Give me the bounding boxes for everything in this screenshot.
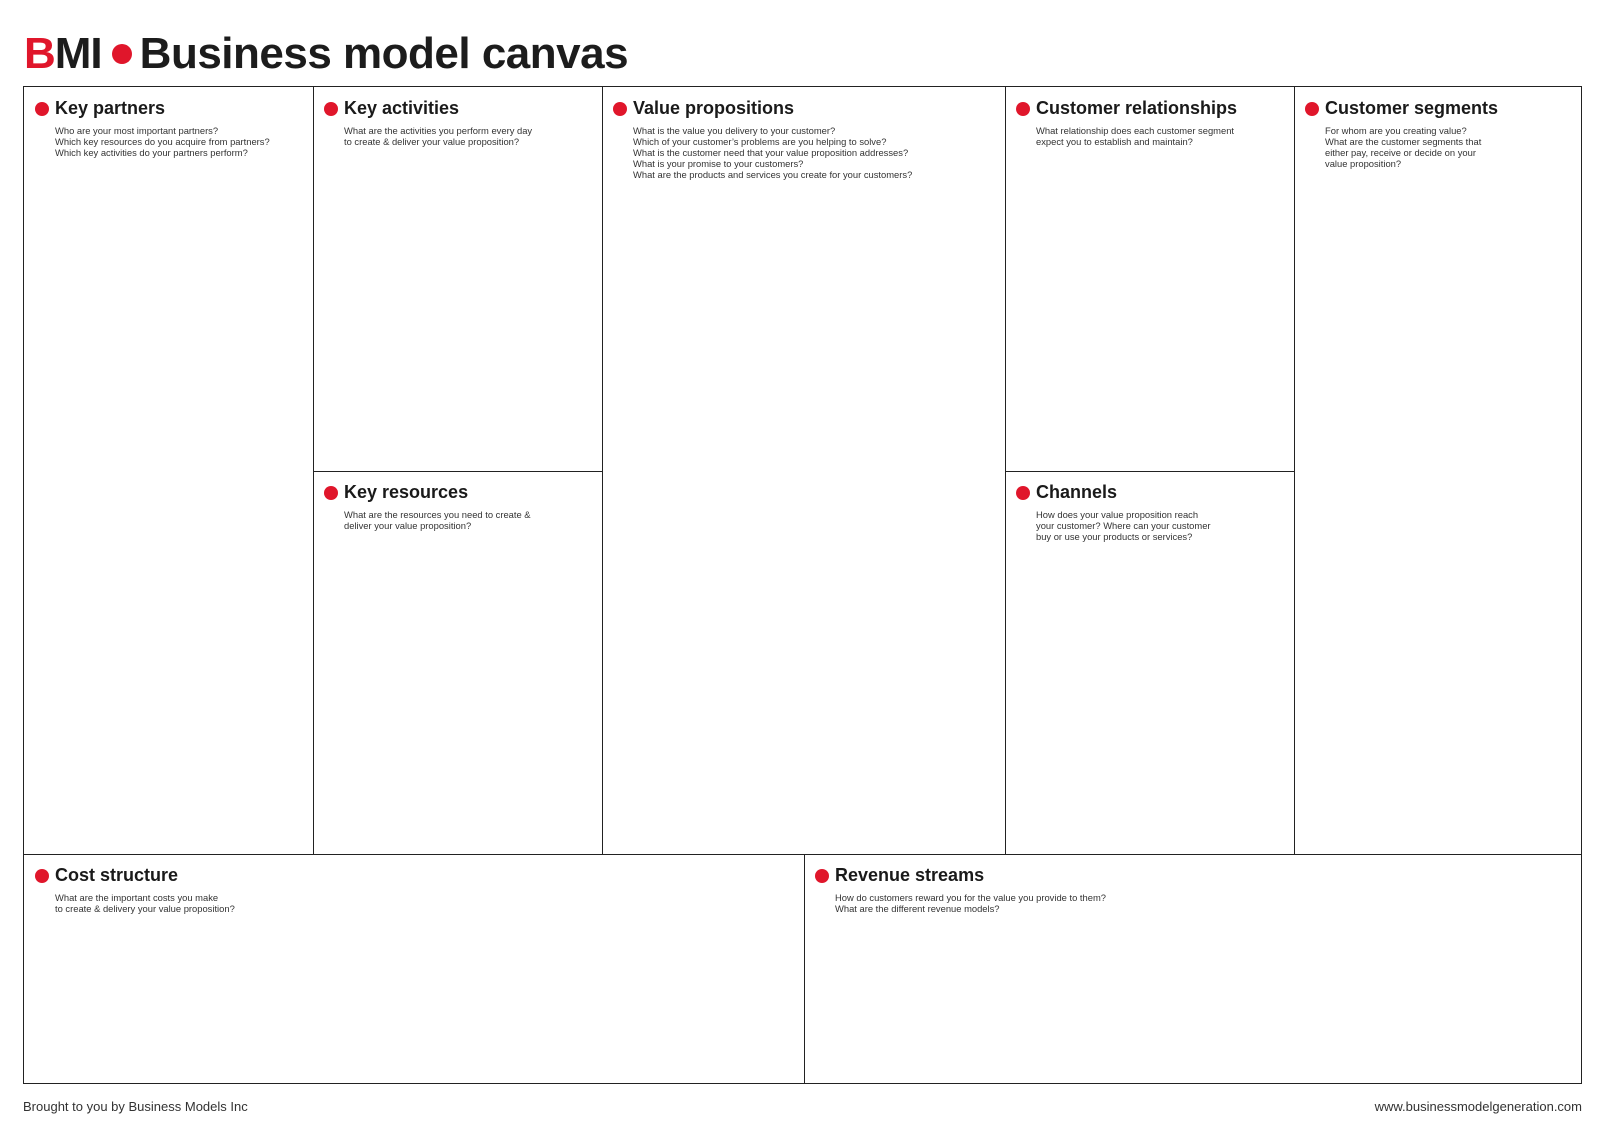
block-title: Customer segments: [1325, 98, 1499, 118]
bmi-logo: [24, 29, 140, 78]
block-title: Value propositions: [633, 98, 795, 118]
bullet-dot-icon: [324, 486, 338, 500]
question-line: For whom are you creating value?: [1325, 125, 1467, 136]
bullet-dot-icon: [324, 102, 338, 116]
question-line: How does your value proposition reach: [1036, 509, 1199, 520]
block-header: [1016, 482, 1294, 503]
question-line: your customer? Where can your customer: [1036, 520, 1211, 531]
bullet-dot-icon: [35, 102, 49, 116]
question-line: Which key resources do you acquire from partners?: [55, 136, 270, 147]
block-header: [35, 98, 313, 119]
question-line: Who are your most important partners?: [55, 125, 219, 136]
question-line: How do customers reward you for the value you provide to them?: [835, 892, 1106, 903]
block-header: [1305, 98, 1581, 119]
block-channels[interactable]: [1005, 471, 1294, 854]
logo-letters-mi: MI: [54, 29, 102, 78]
block-questions: [344, 125, 602, 147]
logo-dot-icon: [112, 44, 132, 64]
bullet-dot-icon: [1016, 102, 1030, 116]
question-line: value proposition?: [1325, 158, 1402, 169]
question-line: What are the products and services you create for your customers?: [633, 169, 913, 180]
block-header: [613, 98, 1005, 119]
block-questions: [55, 125, 313, 158]
block-questions: [344, 509, 602, 531]
block-customer-relationships[interactable]: [1005, 87, 1294, 471]
block-questions: [55, 892, 804, 914]
block-title: Key partners: [55, 98, 166, 118]
bullet-dot-icon: [1016, 486, 1030, 500]
page-header: [24, 26, 628, 82]
block-header: [324, 482, 602, 503]
block-header: [815, 865, 1581, 886]
block-header: [1016, 98, 1294, 119]
question-line: What are the customer segments that: [1325, 136, 1482, 147]
question-line: What is your promise to your customers?: [633, 158, 804, 169]
question-line: Which of your customer’s problems are you helping to solve?: [633, 136, 887, 147]
block-questions: [835, 892, 1581, 914]
block-title: Cost structure: [55, 865, 179, 885]
block-header: [35, 865, 804, 886]
question-line: to create & deliver your value proposition?: [344, 136, 520, 147]
question-line: What are the resources you need to create &: [344, 509, 531, 520]
footer-credit: Brought to you by Business Models Inc: [23, 1099, 248, 1114]
canvas-grid: [23, 86, 1582, 1084]
block-key-partners[interactable]: [24, 87, 313, 854]
block-title: Customer relationships: [1036, 98, 1238, 118]
block-header: [324, 98, 602, 119]
block-questions: [1036, 125, 1294, 147]
block-title: Channels: [1036, 482, 1118, 502]
block-questions: [1325, 125, 1581, 169]
logo-letter-b: B: [24, 29, 55, 78]
question-line: What are the different revenue models?: [835, 903, 1000, 914]
block-title: Revenue streams: [835, 865, 985, 885]
page-title: Business model canvas: [139, 29, 629, 78]
block-questions: [633, 125, 1005, 180]
block-key-resources[interactable]: [313, 471, 602, 854]
question-line: to create & delivery your value proposition?: [55, 903, 235, 914]
bullet-dot-icon: [815, 869, 829, 883]
question-line: What relationship does each customer segment: [1036, 125, 1235, 136]
block-cost-structure[interactable]: [24, 854, 804, 1083]
block-title: Key activities: [344, 98, 460, 118]
bullet-dot-icon: [35, 869, 49, 883]
block-key-activities[interactable]: [313, 87, 602, 471]
question-line: What is the value you delivery to your customer?: [633, 125, 836, 136]
block-title: Key resources: [344, 482, 469, 502]
footer-website-link[interactable]: www.businessmodelgeneration.com: [1374, 1099, 1582, 1114]
question-line: either pay, receive or decide on your: [1325, 147, 1476, 158]
question-line: deliver your value proposition?: [344, 520, 472, 531]
question-line: What is the customer need that your value proposition addresses?: [633, 147, 909, 158]
bullet-dot-icon: [1305, 102, 1319, 116]
block-revenue-streams[interactable]: [804, 854, 1581, 1083]
question-line: buy or use your products or services?: [1036, 531, 1193, 542]
question-line: What are the important costs you make: [55, 892, 219, 903]
block-value-propositions[interactable]: [602, 87, 1005, 854]
question-line: expect you to establish and maintain?: [1036, 136, 1193, 147]
block-customer-segments[interactable]: [1294, 87, 1581, 854]
block-questions: [1036, 509, 1294, 542]
bullet-dot-icon: [613, 102, 627, 116]
question-line: Which key activities do your partners perform?: [55, 147, 248, 158]
question-line: What are the activities you perform every day: [344, 125, 533, 136]
